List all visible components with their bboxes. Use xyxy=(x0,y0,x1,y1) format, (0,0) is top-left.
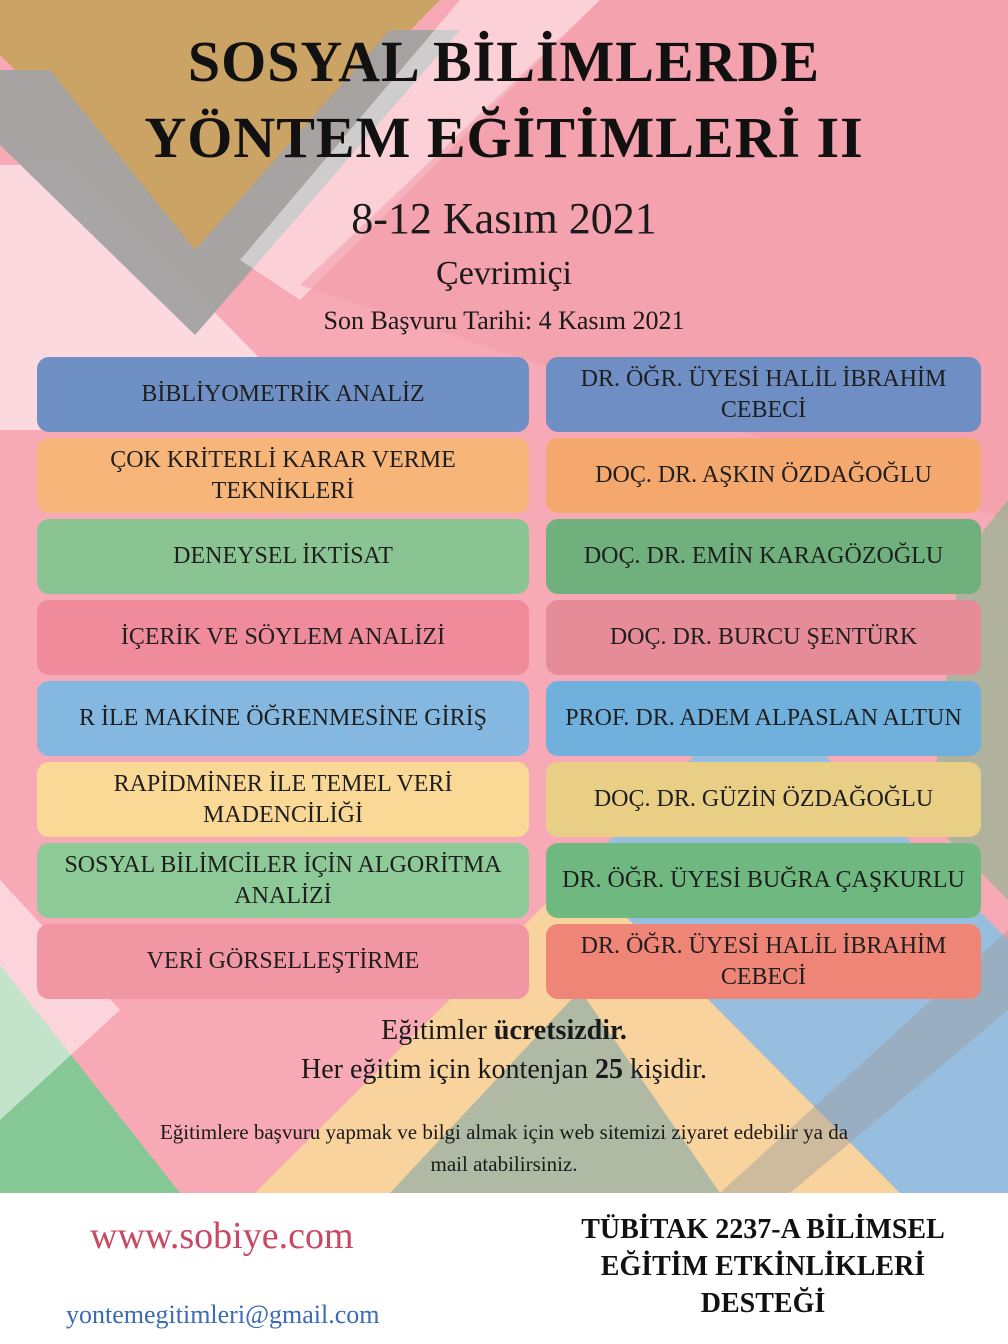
quota-note xyxy=(0,1054,1008,1086)
course-name: ÇOK KRİTERLİ KARAR VERME TEKNİKLERİ xyxy=(37,438,529,513)
training-row xyxy=(37,600,981,675)
quota-note-suffix: kişidir. xyxy=(622,1054,707,1085)
instructor-name: DOÇ. DR. BURCU ŞENTÜRK xyxy=(546,600,981,675)
training-row xyxy=(37,681,981,756)
free-note-prefix: Eğitimler xyxy=(381,1015,494,1046)
training-row xyxy=(37,519,981,594)
training-row xyxy=(37,438,981,513)
event-mode: Çevrimiçi xyxy=(436,255,572,292)
course-name: R İLE MAKİNE ÖĞRENMESİNE GİRİŞ xyxy=(37,681,529,756)
training-row xyxy=(37,924,981,999)
quota-note-prefix: Her eğitim için kontenjan xyxy=(301,1054,595,1085)
application-deadline: Son Başvuru Tarihi: 4 Kasım 2021 xyxy=(323,306,685,335)
email-link[interactable]: yontemegitimleri@gmail.com xyxy=(66,1300,380,1329)
support-statement: TÜBİTAK 2237-A BİLİMSEL EĞİTİM ETKİNLİKLERİ DESTEĞİ xyxy=(581,1214,945,1319)
course-name: BİBLİYOMETRİK ANALİZ xyxy=(37,357,529,432)
info-note: Eğitimlere başvuru yapmak ve bilgi almak için web sitemizi ziyaret edebilir ya da mail atabilirsiniz. xyxy=(159,1120,849,1176)
instructor-name: DR. ÖĞR. ÜYESİ HALİL İBRAHİM CEBECİ xyxy=(546,357,981,432)
free-note xyxy=(0,1015,1008,1047)
poster-title-line2: YÖNTEM EĞİTİMLERİ II xyxy=(144,105,864,170)
instructor-name: DOÇ. DR. AŞKIN ÖZDAĞOĞLU xyxy=(546,438,981,513)
free-note-bold: ücretsizdir. xyxy=(493,1015,627,1046)
course-name: DENEYSEL İKTİSAT xyxy=(37,519,529,594)
event-dates: 8-12 Kasım 2021 xyxy=(351,194,657,243)
instructor-name: DR. ÖĞR. ÜYESİ BUĞRA ÇAŞKURLU xyxy=(546,843,981,918)
instructor-name: PROF. DR. ADEM ALPASLAN ALTUN xyxy=(546,681,981,756)
training-row xyxy=(37,843,981,918)
poster-title-line1: SOSYAL BİLİMLERDE xyxy=(187,29,821,94)
course-name: İÇERİK VE SÖYLEM ANALİZİ xyxy=(37,600,529,675)
training-row xyxy=(37,357,981,432)
instructor-name: DOÇ. DR. GÜZİN ÖZDAĞOĞLU xyxy=(546,762,981,837)
course-name: SOSYAL BİLİMCİLER İÇİN ALGORİTMA ANALİZİ xyxy=(37,843,529,918)
training-row xyxy=(37,762,981,837)
website-link[interactable]: www.sobiye.com xyxy=(90,1215,354,1257)
course-name: RAPİDMİNER İLE TEMEL VERİ MADENCİLİĞİ xyxy=(37,762,529,837)
quota-number: 25 xyxy=(594,1054,623,1085)
instructor-name: DR. ÖĞR. ÜYESİ HALİL İBRAHİM CEBECİ xyxy=(546,924,981,999)
instructor-name: DOÇ. DR. EMİN KARAGÖZOĞLU xyxy=(546,519,981,594)
course-name: VERİ GÖRSELLEŞTİRME xyxy=(37,924,529,999)
